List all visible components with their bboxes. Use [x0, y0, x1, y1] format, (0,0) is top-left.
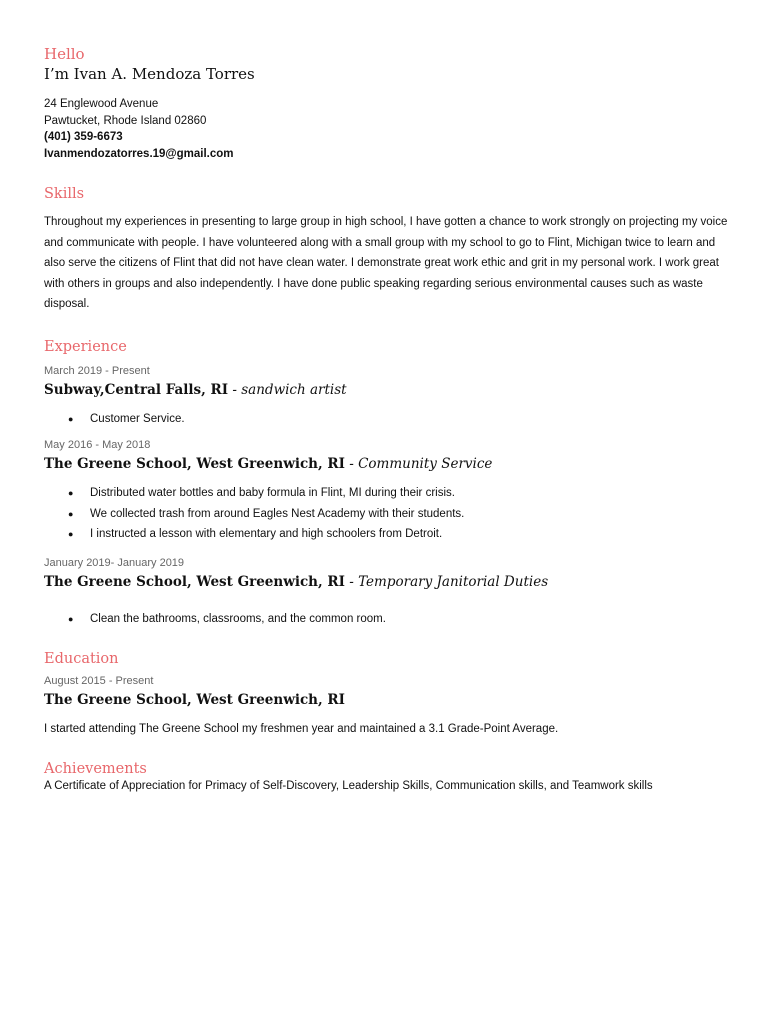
education-title: Education	[44, 651, 119, 667]
education-text: I started attending The Greene School my freshmen year and maintained a 3.1 Grade-Point Average.	[44, 723, 559, 735]
bullet-icon: ●	[68, 488, 74, 498]
email-address: Ivanmendozatorres.19@gmail.com	[44, 147, 234, 160]
achievements-text: A Certificate of Appreciation for Primacy of Self-Discovery, Leadership Skills, Communication skills, and Teamwork skills	[44, 779, 653, 792]
education-dates: August 2015 - Present	[44, 675, 154, 687]
job-dates: January 2019- January 2019	[44, 556, 185, 569]
list-item	[44, 409, 734, 430]
job-separator: -	[228, 381, 242, 398]
duty-text: Distributed water bottles and baby formula in Flint, MI during their crisis.	[90, 487, 455, 499]
duty-text: Clean the bathrooms, classrooms, and the common room.	[90, 612, 386, 625]
duty-text: I instructed a lesson with elementary and high schoolers from Detroit.	[90, 528, 443, 540]
job-employer: The Greene School, West Greenwich, RI	[44, 456, 345, 472]
contact-block	[44, 96, 734, 162]
header	[44, 44, 734, 162]
bullet-icon: ●	[68, 508, 74, 519]
skills-title: Skills	[44, 186, 85, 202]
job-role: Temporary Janitorial Duties	[358, 573, 549, 590]
greeting: Hello	[44, 45, 85, 63]
achievements-title: Achievements	[44, 760, 147, 777]
job-entry	[44, 363, 734, 430]
education-school: The Greene School, West Greenwich, RI	[44, 692, 345, 708]
job-entry	[44, 437, 734, 545]
job-duties	[44, 409, 734, 430]
job-role: sandwich artist	[241, 381, 347, 398]
list-item	[44, 504, 734, 525]
address-line-2: Pawtucket, Rhode Island 02860	[44, 114, 207, 127]
duty-text: Customer Service.	[90, 412, 185, 425]
job-dates: March 2019 - Present	[44, 364, 150, 377]
job-entry	[44, 555, 734, 630]
applicant-name: I’m Ivan A. Mendoza Torres	[44, 65, 255, 83]
job-heading	[44, 379, 734, 401]
skills-text: Throughout my experiences in presenting to large group in high school, I have gotten a chance to work strongly on projecting my voice and communicate with people. I have volunteered along with a small group with my school to go to Flint, Michigan twice to learn and also serve the citizens of Flint that did not have clean water. I demonstrate great work ethic and grit in my personal work. I work great with others in groups and also independently. I have done public speaking regarding serious environmental causes such as waste disposal.	[44, 216, 728, 310]
duty-text: We collected trash from around Eagles Nest Academy with their students.	[90, 507, 465, 520]
experience-section	[44, 337, 734, 630]
job-employer: The Greene School, West Greenwich, RI	[44, 573, 345, 590]
bullet-icon: ●	[68, 529, 74, 539]
resume-page	[44, 44, 734, 794]
achievements-section	[44, 760, 734, 794]
experience-title: Experience	[44, 338, 127, 355]
job-heading	[44, 453, 734, 475]
job-role: Community Service	[358, 456, 493, 472]
list-item	[44, 609, 734, 630]
job-employer: Subway,Central Falls, RI	[44, 381, 229, 398]
bullet-icon: ●	[68, 413, 74, 424]
education-section	[44, 649, 734, 740]
job-heading	[44, 571, 734, 593]
list-item	[44, 524, 734, 545]
job-dates: May 2016 - May 2018	[44, 439, 151, 451]
phone-number: (401) 359-6673	[44, 131, 123, 143]
job-separator: -	[344, 456, 359, 472]
list-item	[44, 483, 734, 504]
bullet-icon: ●	[68, 613, 74, 624]
job-duties	[44, 609, 734, 630]
address-line-1: 24 Englewood Avenue	[44, 98, 159, 110]
skills-section	[44, 184, 734, 315]
job-separator: -	[344, 573, 359, 590]
job-duties	[44, 483, 734, 545]
